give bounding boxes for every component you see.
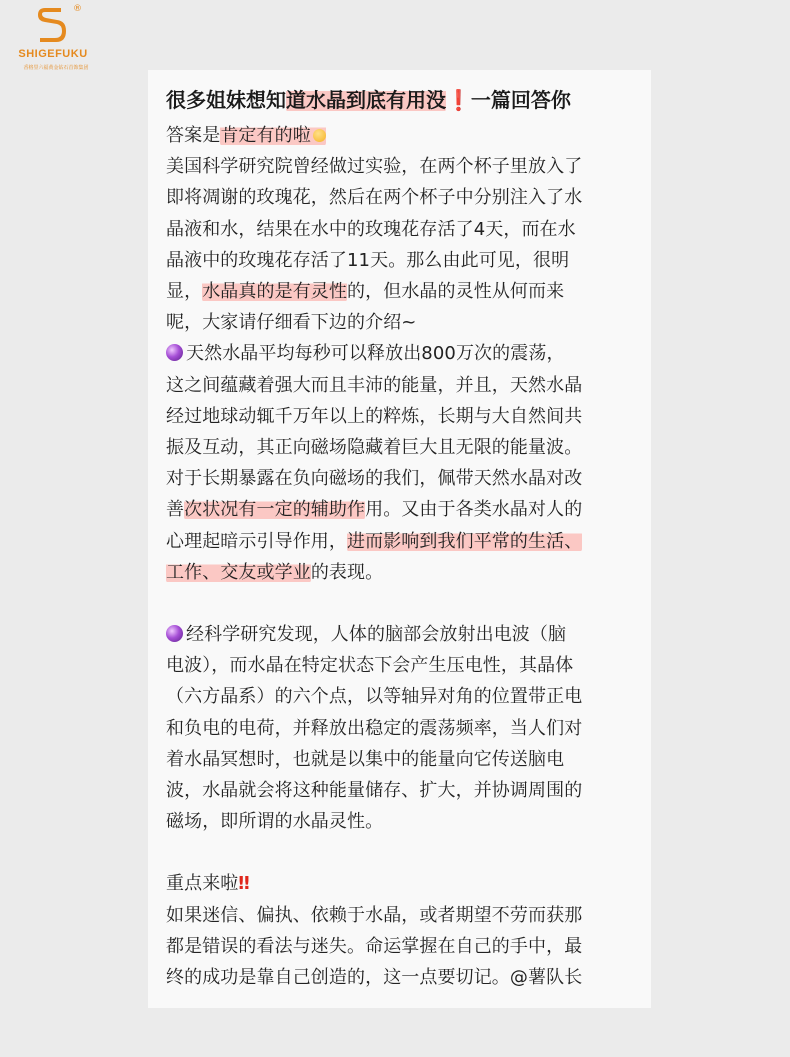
text-line — [166, 338, 646, 369]
text-line: 晶液中的玫瑰花存活了11天。那么由此可见，很明 — [166, 249, 570, 271]
post-card — [148, 70, 651, 1008]
paragraph-key-point — [166, 868, 646, 993]
text-segment: 善 — [166, 499, 185, 521]
text-line: 晶液和水，结果在水中的玫瑰花存活了4天，而在水 — [166, 218, 576, 240]
text-line: 经过地球动辄千万年以上的粹炼，长期与大自然间共 — [166, 405, 583, 427]
text-line — [166, 494, 646, 525]
text-line: 磁场，即所谓的水晶灵性。 — [166, 811, 384, 833]
text-segment: 的表现。 — [310, 561, 384, 583]
text-line: 波，水晶就会将这种能量储存、扩大，并协调周围的 — [166, 780, 583, 802]
answer-highlight — [220, 125, 326, 146]
text-segment: 显， — [166, 281, 203, 303]
smile-emoji-icon — [313, 129, 326, 142]
title-highlight: 道水晶到底有用没 — [286, 88, 446, 112]
brand-name: SHIGEFUKU — [18, 48, 88, 60]
post-title — [166, 84, 646, 116]
text-segment: 心理起暗示引导作用， — [166, 530, 347, 552]
text-line: 都是错误的看法与迷失。命运掌握在自己的手中，最 — [166, 935, 583, 957]
brand-logo — [10, 4, 100, 74]
highlight-segment: 水晶真的是有灵性 — [202, 281, 348, 303]
text-line: 如果迷信、偏执、依赖于水晶，或者期望不劳而获那 — [166, 904, 583, 926]
text-line: （六方晶系）的六个点，以等轴异对角的位置带正电 — [166, 686, 583, 708]
key-point-label: 重点来啦 — [166, 873, 239, 895]
text-line: 这之间蕴藏着强大而且丰沛的能量，并且，天然水晶 — [166, 374, 583, 396]
shigefuku-s-logo-icon — [35, 4, 67, 44]
paragraph-energy — [166, 338, 646, 588]
text-segment: 的，但水晶的灵性从何而来 — [347, 281, 565, 303]
text-line — [166, 276, 646, 307]
spacer — [166, 588, 646, 619]
highlight-segment: 进而影响到我们平常的生活、 — [347, 530, 583, 552]
crystal-ball-icon — [166, 625, 183, 642]
answer-line — [166, 120, 646, 151]
text-segment: 用。又由于各类水晶对人的 — [365, 499, 583, 521]
key-point-heading — [166, 868, 646, 899]
post-content — [166, 84, 646, 993]
text-line — [166, 557, 646, 588]
brand-tagline: 香格里六福黄金钻石首饰集团 — [23, 65, 89, 71]
text-segment: 经科学研究发现，人体的脑部会放射出电波（脑 — [186, 624, 567, 646]
text-line: 电波），而水晶在特定状态下会产生压电性，其晶体 — [166, 655, 574, 677]
answer-text: 答案是 — [166, 125, 221, 146]
title-text-end: 一篇回答你 — [470, 88, 571, 112]
text-line: 振及互动，其正向磁场隐藏着巨大且无限的能量波。 — [166, 437, 583, 459]
text-segment: 天然水晶平均每秒可以释放出800万次的震荡， — [186, 343, 565, 365]
highlight-segment: 工作、交友或学业 — [166, 561, 311, 583]
text-line: 对于长期暴露在负向磁场的我们，佩带天然水晶对改 — [166, 468, 583, 490]
answer-highlight-text: 肯定有的啦 — [220, 125, 311, 146]
crystal-ball-icon — [166, 344, 183, 361]
text-line — [166, 526, 646, 557]
text-line: 和负电的电荷，并释放出稳定的震荡频率，当人们对 — [166, 717, 583, 739]
text-line: 着水晶冥想时，也就是以集中的能量向它传送脑电 — [166, 748, 565, 770]
text-line: 即将凋谢的玫瑰花，然后在两个杯子中分别注入了水 — [166, 187, 583, 209]
paragraph-answer — [166, 120, 646, 338]
text-line: 终的成功是靠自己创造的，这一点要切记。@薯队长 — [166, 967, 583, 989]
text-line: 美国科学研究院曾经做过实验，在两个杯子里放入了 — [166, 156, 583, 178]
paragraph-brainwave — [166, 619, 646, 837]
text-line — [166, 619, 646, 650]
highlight-segment: 次状况有一定的辅助作 — [184, 499, 366, 521]
double-exclamation-icon: ‼ — [238, 873, 250, 895]
text-line: 呢，大家请仔细看下边的介绍~ — [166, 312, 417, 334]
exclamation-icon: ❗ — [446, 88, 471, 112]
title-text: 很多姐妹想知 — [166, 88, 286, 112]
spacer — [166, 837, 646, 868]
registered-mark: ® — [73, 4, 82, 14]
